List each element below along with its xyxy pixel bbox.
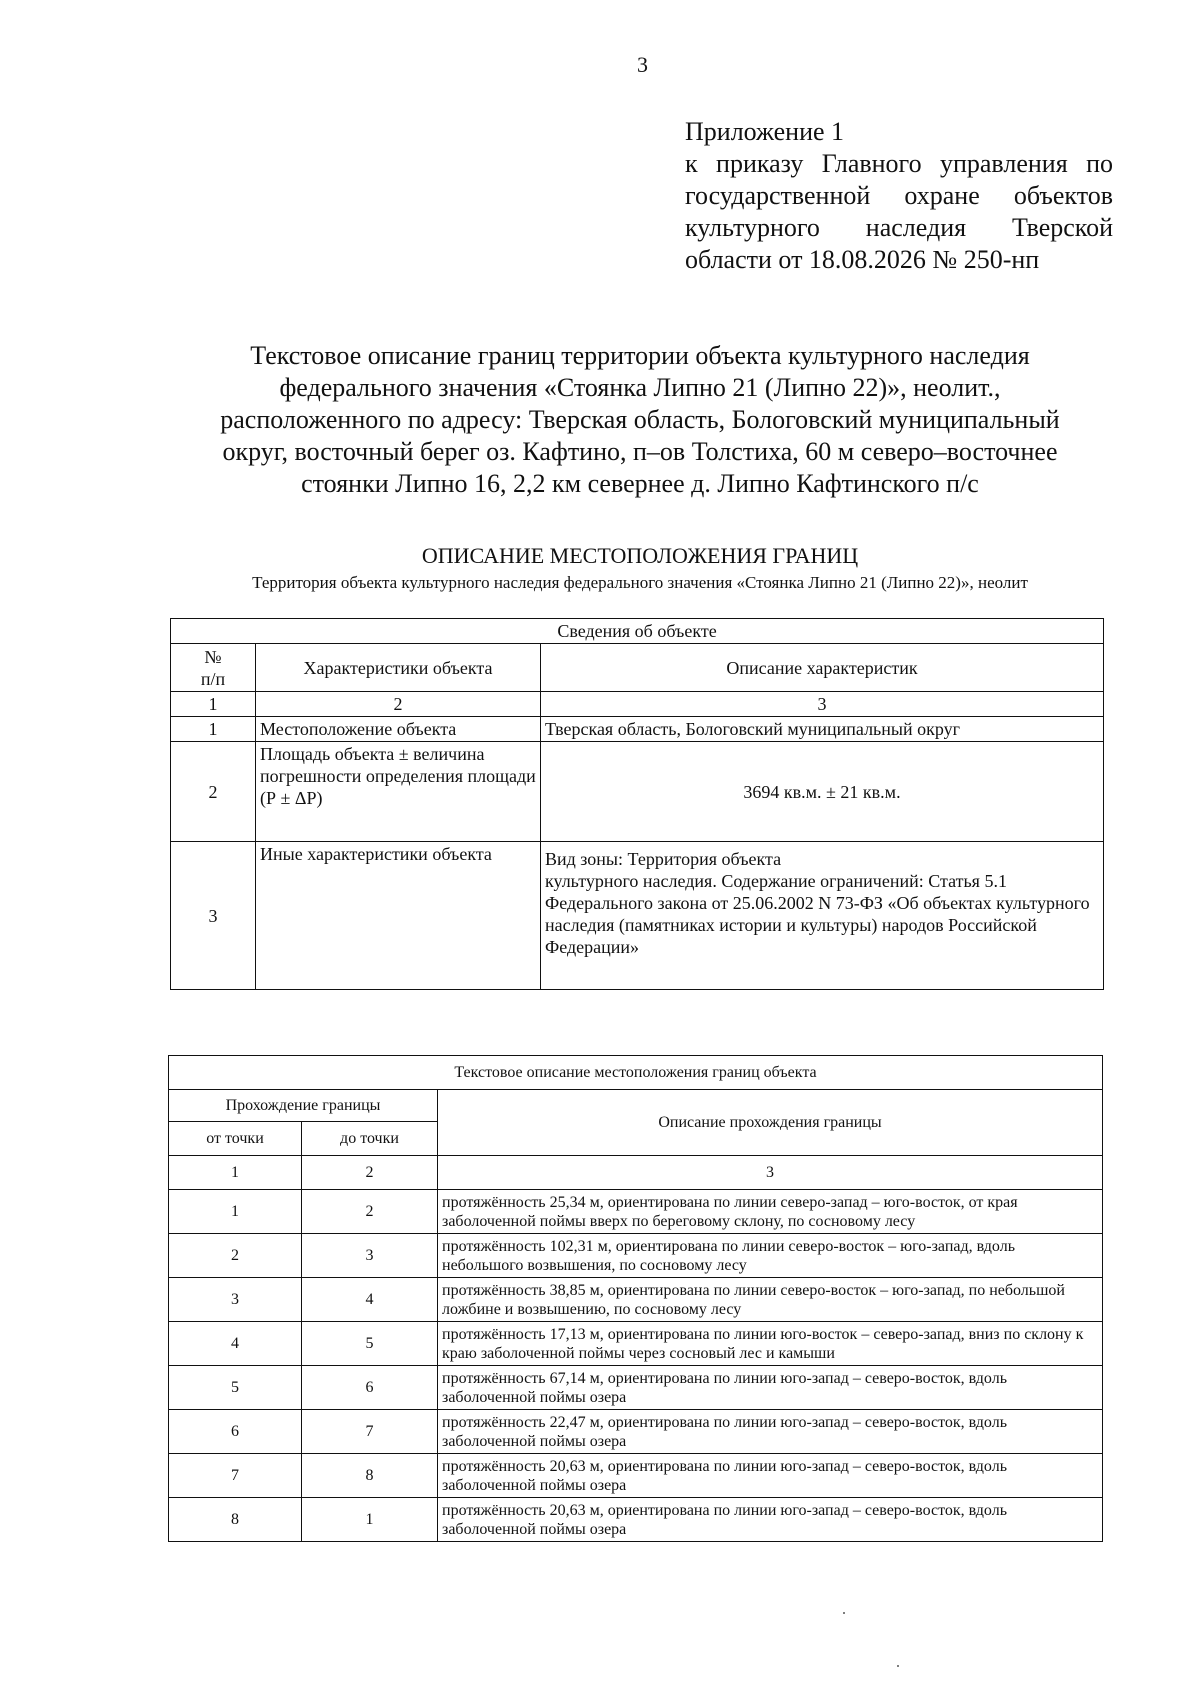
boundary-description: протяжённость 102,31 м, ориентирована по линии северо-восток – юго-запад, вдоль небольшого возвышения, по сосновому лесу (438, 1234, 1103, 1278)
index-cell: 3 (438, 1156, 1103, 1190)
appendix-line: к приказу Главного управления по (685, 149, 1113, 178)
index-cell: 2 (302, 1156, 438, 1190)
boundary-description: протяжённость 20,63 м, ориентирована по линии юго-запад – северо-восток, вдоль заболоченной поймы озера (438, 1498, 1103, 1542)
row-number: 1 (171, 717, 256, 742)
boundary-description: протяжённость 22,47 м, ориентирована по линии юго-запад – северо-восток, вдоль заболоченной поймы озера (438, 1410, 1103, 1454)
header-number: № п/п (171, 644, 256, 692)
index-cell: 3 (541, 692, 1104, 717)
title-line: округ, восточный берег оз. Кафтино, п–ов Толстиха, 60 м северо–восточнее (222, 437, 1058, 466)
table-row (169, 1454, 1103, 1498)
appendix-block (685, 116, 1113, 276)
boundary-description-header: Описание прохождения границы (438, 1090, 1103, 1156)
index-cell: 2 (256, 692, 541, 717)
header-description: Описание характеристик (541, 644, 1104, 692)
table-row (169, 1322, 1103, 1366)
characteristic-value: 3694 кв.м. ± 21 кв.м. (541, 742, 1104, 842)
to-point: 2 (302, 1190, 438, 1234)
index-cell: 1 (171, 692, 256, 717)
table-row (171, 842, 1104, 990)
to-point: 1 (302, 1498, 438, 1542)
characteristic-value: Тверская область, Бологовский муниципальный округ (541, 717, 1104, 742)
boundary-description: протяжённость 67,14 м, ориентирована по линии юго-запад – северо-восток, вдоль заболоченной поймы озера (438, 1366, 1103, 1410)
characteristic-name: Иные характеристики объекта (256, 842, 541, 990)
characteristic-name: Площадь объекта ± величина погрешности определения площади (Р ± ΔР) (256, 742, 541, 842)
title-line: стоянки Липно 16, 2,2 км севернее д. Липно Кафтинского п/с (301, 469, 979, 498)
table-row (169, 1366, 1103, 1410)
from-point-header: от точки (169, 1122, 302, 1156)
boundary-table-caption: Текстовое описание местоположения границ объекта (169, 1056, 1103, 1090)
to-point: 8 (302, 1454, 438, 1498)
table-row (169, 1410, 1103, 1454)
from-point: 7 (169, 1454, 302, 1498)
section-title: ОПИСАНИЕ МЕСТОПОЛОЖЕНИЯ ГРАНИЦ (421, 543, 859, 568)
row-number: 2 (171, 742, 256, 842)
appendix-line: государственной охране объектов (685, 181, 1113, 210)
boundary-description: протяжённость 20,63 м, ориентирована по линии юго-запад – северо-восток, вдоль заболоченной поймы озера (438, 1454, 1103, 1498)
appendix-line: культурного наследия Тверской (685, 213, 1113, 242)
appendix-line: области от 18.08.2026 № 250-нп (685, 245, 1040, 274)
boundary-description: протяжённость 38,85 м, ориентирована по линии северо-восток – юго-запад, по небольшой ложбине и возвышению, по сосновому лесу (438, 1278, 1103, 1322)
characteristic-value: Вид зоны: Территория объекта культурного наследия. Содержание ограничений: Статья 5.1 Федерального закона от 25.06.2002 N 73-ФЗ «Об объектах культурного наследия (памятниках истории и культуры) народов Российской Федерации» (541, 842, 1104, 990)
boundary-group-header: Прохождение границы (169, 1090, 438, 1122)
from-point: 5 (169, 1366, 302, 1410)
to-point: 3 (302, 1234, 438, 1278)
table-row (169, 1190, 1103, 1234)
from-point: 2 (169, 1234, 302, 1278)
boundary-description: протяжённость 17,13 м, ориентирована по линии юго-восток – северо-запад, вниз по склону к краю заболоченной поймы через сосновый лес и камыши (438, 1322, 1103, 1366)
row-number: 3 (171, 842, 256, 990)
boundary-table (168, 1055, 1103, 1542)
title-line: Текстовое описание границ территории объекта культурного наследия (250, 341, 1030, 370)
from-point: 1 (169, 1190, 302, 1234)
to-point: 4 (302, 1278, 438, 1322)
table-row (169, 1498, 1103, 1542)
characteristic-name: Местоположение объекта (256, 717, 541, 742)
to-point: 5 (302, 1322, 438, 1366)
table-row (171, 742, 1104, 842)
to-point: 6 (302, 1366, 438, 1410)
title-line: расположенного по адресу: Тверская область, Бологовский муниципальный (220, 405, 1060, 434)
scan-speck (897, 1665, 899, 1667)
from-point: 6 (169, 1410, 302, 1454)
table-row (169, 1234, 1103, 1278)
scan-speck (843, 1612, 845, 1614)
from-point: 3 (169, 1278, 302, 1322)
object-table-caption: Сведения об объекте (171, 619, 1104, 644)
title-line: федерального значения «Стоянка Липно 21 (Липно 22)», неолит., (279, 373, 1001, 402)
to-point: 7 (302, 1410, 438, 1454)
to-point-header: до точки (302, 1122, 438, 1156)
table-row (171, 717, 1104, 742)
from-point: 4 (169, 1322, 302, 1366)
from-point: 8 (169, 1498, 302, 1542)
boundary-description: протяжённость 25,34 м, ориентирована по линии северо-запад – юго-восток, от края заболоченной поймы вверх по береговому склону, по сосновому лесу (438, 1190, 1103, 1234)
object-info-table (170, 618, 1104, 990)
table-row (169, 1278, 1103, 1322)
header-characteristics: Характеристики объекта (256, 644, 541, 692)
index-cell: 1 (169, 1156, 302, 1190)
section-subtitle: Территория объекта культурного наследия федерального значения «Стоянка Липно 21 (Липно 22)», неолит (252, 573, 1028, 592)
page-number: 3 (637, 52, 648, 77)
appendix-line: Приложение 1 (685, 117, 845, 146)
document-title (160, 340, 1120, 500)
